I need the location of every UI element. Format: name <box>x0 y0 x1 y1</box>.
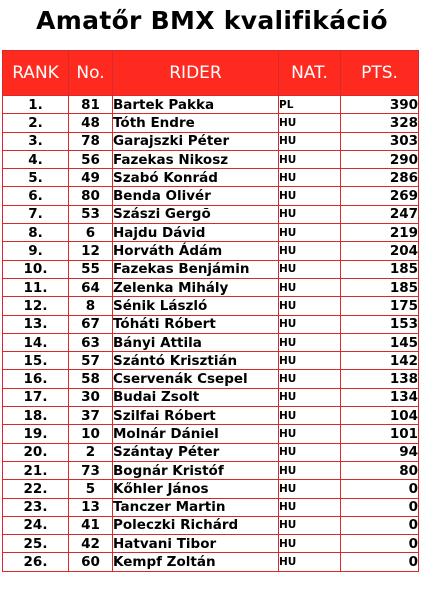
cell-rider: Benda Olivér <box>113 187 279 205</box>
table-row <box>3 169 419 187</box>
cell-rank: 25. <box>3 535 69 553</box>
header-rider: RIDER <box>113 51 279 96</box>
cell-points: 0 <box>341 516 419 534</box>
cell-points: 101 <box>341 425 419 443</box>
cell-nationality: HU <box>279 535 341 553</box>
cell-nationality: HU <box>279 150 341 168</box>
table-row <box>3 535 419 553</box>
cell-rank: 1. <box>3 96 69 114</box>
cell-points: 390 <box>341 96 419 114</box>
cell-number: 58 <box>69 370 113 388</box>
cell-rider: Zelenka Mihály <box>113 278 279 296</box>
cell-nationality: HU <box>279 224 341 242</box>
cell-rank: 15. <box>3 352 69 370</box>
header-rank: RANK <box>3 51 69 96</box>
table-row <box>3 407 419 425</box>
cell-rider: Bányi Attila <box>113 333 279 351</box>
cell-nationality: HU <box>279 388 341 406</box>
cell-rank: 24. <box>3 516 69 534</box>
cell-number: 8 <box>69 297 113 315</box>
table-row <box>3 96 419 114</box>
cell-nationality: HU <box>279 553 341 571</box>
table-row <box>3 205 419 223</box>
table-row <box>3 443 419 461</box>
table-row <box>3 516 419 534</box>
cell-number: 60 <box>69 553 113 571</box>
table-row <box>3 224 419 242</box>
cell-points: 219 <box>341 224 419 242</box>
cell-nationality: HU <box>279 333 341 351</box>
cell-rank: 9. <box>3 242 69 260</box>
cell-rider: Budai Zsolt <box>113 388 279 406</box>
cell-nationality: HU <box>279 516 341 534</box>
cell-number: 2 <box>69 443 113 461</box>
cell-rank: 14. <box>3 333 69 351</box>
cell-number: 63 <box>69 333 113 351</box>
cell-number: 80 <box>69 187 113 205</box>
cell-points: 185 <box>341 278 419 296</box>
cell-number: 55 <box>69 260 113 278</box>
table-row <box>3 260 419 278</box>
cell-rider: Tóháti Róbert <box>113 315 279 333</box>
cell-number: 5 <box>69 480 113 498</box>
results-table <box>2 50 419 572</box>
cell-number: 56 <box>69 150 113 168</box>
cell-rank: 26. <box>3 553 69 571</box>
cell-points: 269 <box>341 187 419 205</box>
cell-points: 290 <box>341 150 419 168</box>
cell-rank: 2. <box>3 114 69 132</box>
cell-nationality: HU <box>279 443 341 461</box>
cell-rider: Molnár Dániel <box>113 425 279 443</box>
cell-nationality: HU <box>279 260 341 278</box>
cell-number: 78 <box>69 132 113 150</box>
cell-rank: 18. <box>3 407 69 425</box>
cell-rider: Szántó Krisztián <box>113 352 279 370</box>
cell-points: 0 <box>341 535 419 553</box>
table-row <box>3 480 419 498</box>
cell-rank: 11. <box>3 278 69 296</box>
cell-rank: 23. <box>3 498 69 516</box>
cell-rider: Bartek Pakka <box>113 96 279 114</box>
cell-rider: Fazekas Nikosz <box>113 150 279 168</box>
table-row <box>3 242 419 260</box>
cell-rank: 16. <box>3 370 69 388</box>
cell-number: 81 <box>69 96 113 114</box>
cell-rider: Garajszki Péter <box>113 132 279 150</box>
cell-rank: 4. <box>3 150 69 168</box>
table-row <box>3 150 419 168</box>
table-row <box>3 388 419 406</box>
header-pts: PTS. <box>341 51 419 96</box>
cell-nationality: HU <box>279 480 341 498</box>
cell-nationality: HU <box>279 498 341 516</box>
cell-rider: Szászi Gergõ <box>113 205 279 223</box>
cell-nationality: HU <box>279 187 341 205</box>
cell-nationality: HU <box>279 242 341 260</box>
cell-rank: 10. <box>3 260 69 278</box>
table-row <box>3 315 419 333</box>
cell-points: 0 <box>341 498 419 516</box>
cell-points: 0 <box>341 553 419 571</box>
results-body <box>3 96 419 572</box>
cell-rider: Szabó Konrád <box>113 169 279 187</box>
cell-points: 303 <box>341 132 419 150</box>
cell-points: 185 <box>341 260 419 278</box>
cell-points: 104 <box>341 407 419 425</box>
cell-nationality: HU <box>279 425 341 443</box>
cell-rider: Bognár Kristóf <box>113 461 279 479</box>
cell-rider: Cservenák Csepel <box>113 370 279 388</box>
cell-points: 0 <box>341 480 419 498</box>
table-row <box>3 297 419 315</box>
cell-number: 12 <box>69 242 113 260</box>
cell-rider: Kempf Zoltán <box>113 553 279 571</box>
cell-nationality: HU <box>279 278 341 296</box>
cell-rider: Horváth Ádám <box>113 242 279 260</box>
cell-number: 41 <box>69 516 113 534</box>
cell-number: 49 <box>69 169 113 187</box>
cell-points: 134 <box>341 388 419 406</box>
cell-number: 53 <box>69 205 113 223</box>
cell-rank: 8. <box>3 224 69 242</box>
cell-points: 138 <box>341 370 419 388</box>
cell-rider: Poleczki Richárd <box>113 516 279 534</box>
cell-points: 175 <box>341 297 419 315</box>
table-row <box>3 352 419 370</box>
cell-rank: 21. <box>3 461 69 479</box>
cell-number: 48 <box>69 114 113 132</box>
table-row <box>3 132 419 150</box>
table-row <box>3 498 419 516</box>
cell-rider: Tóth Endre <box>113 114 279 132</box>
cell-rank: 22. <box>3 480 69 498</box>
cell-points: 142 <box>341 352 419 370</box>
cell-points: 328 <box>341 114 419 132</box>
cell-number: 37 <box>69 407 113 425</box>
table-row <box>3 187 419 205</box>
cell-rank: 7. <box>3 205 69 223</box>
header-row <box>3 51 419 96</box>
cell-nationality: PL <box>279 96 341 114</box>
page-title: Amatőr BMX kvalifikáció <box>36 6 388 35</box>
cell-rank: 5. <box>3 169 69 187</box>
cell-number: 10 <box>69 425 113 443</box>
cell-number: 6 <box>69 224 113 242</box>
cell-points: 145 <box>341 333 419 351</box>
cell-rank: 17. <box>3 388 69 406</box>
table-row <box>3 333 419 351</box>
cell-rider: Hatvani Tibor <box>113 535 279 553</box>
cell-rider: Szilfai Róbert <box>113 407 279 425</box>
table-row <box>3 278 419 296</box>
cell-nationality: HU <box>279 461 341 479</box>
cell-rank: 12. <box>3 297 69 315</box>
cell-number: 57 <box>69 352 113 370</box>
cell-rank: 19. <box>3 425 69 443</box>
cell-rider: Fazekas Benjámin <box>113 260 279 278</box>
cell-rank: 13. <box>3 315 69 333</box>
table-row <box>3 553 419 571</box>
cell-nationality: HU <box>279 169 341 187</box>
cell-nationality: HU <box>279 315 341 333</box>
cell-number: 30 <box>69 388 113 406</box>
cell-rider: Sénik László <box>113 297 279 315</box>
table-row <box>3 370 419 388</box>
cell-nationality: HU <box>279 297 341 315</box>
cell-rider: Tanczer Martin <box>113 498 279 516</box>
cell-rank: 3. <box>3 132 69 150</box>
header-nat: NAT. <box>279 51 341 96</box>
cell-number: 13 <box>69 498 113 516</box>
table-row <box>3 425 419 443</box>
cell-nationality: HU <box>279 114 341 132</box>
cell-points: 94 <box>341 443 419 461</box>
cell-points: 204 <box>341 242 419 260</box>
cell-points: 247 <box>341 205 419 223</box>
cell-number: 67 <box>69 315 113 333</box>
cell-nationality: HU <box>279 132 341 150</box>
cell-rider: Szántay Péter <box>113 443 279 461</box>
cell-number: 42 <box>69 535 113 553</box>
cell-nationality: HU <box>279 407 341 425</box>
cell-nationality: HU <box>279 205 341 223</box>
cell-number: 73 <box>69 461 113 479</box>
cell-points: 80 <box>341 461 419 479</box>
cell-rider: Hajdu Dávid <box>113 224 279 242</box>
header-no: No. <box>69 51 113 96</box>
cell-nationality: HU <box>279 370 341 388</box>
table-row <box>3 114 419 132</box>
cell-nationality: HU <box>279 352 341 370</box>
cell-points: 153 <box>341 315 419 333</box>
cell-rank: 6. <box>3 187 69 205</box>
cell-points: 286 <box>341 169 419 187</box>
table-row <box>3 461 419 479</box>
cell-number: 64 <box>69 278 113 296</box>
cell-rider: Kőhler János <box>113 480 279 498</box>
cell-rank: 20. <box>3 443 69 461</box>
